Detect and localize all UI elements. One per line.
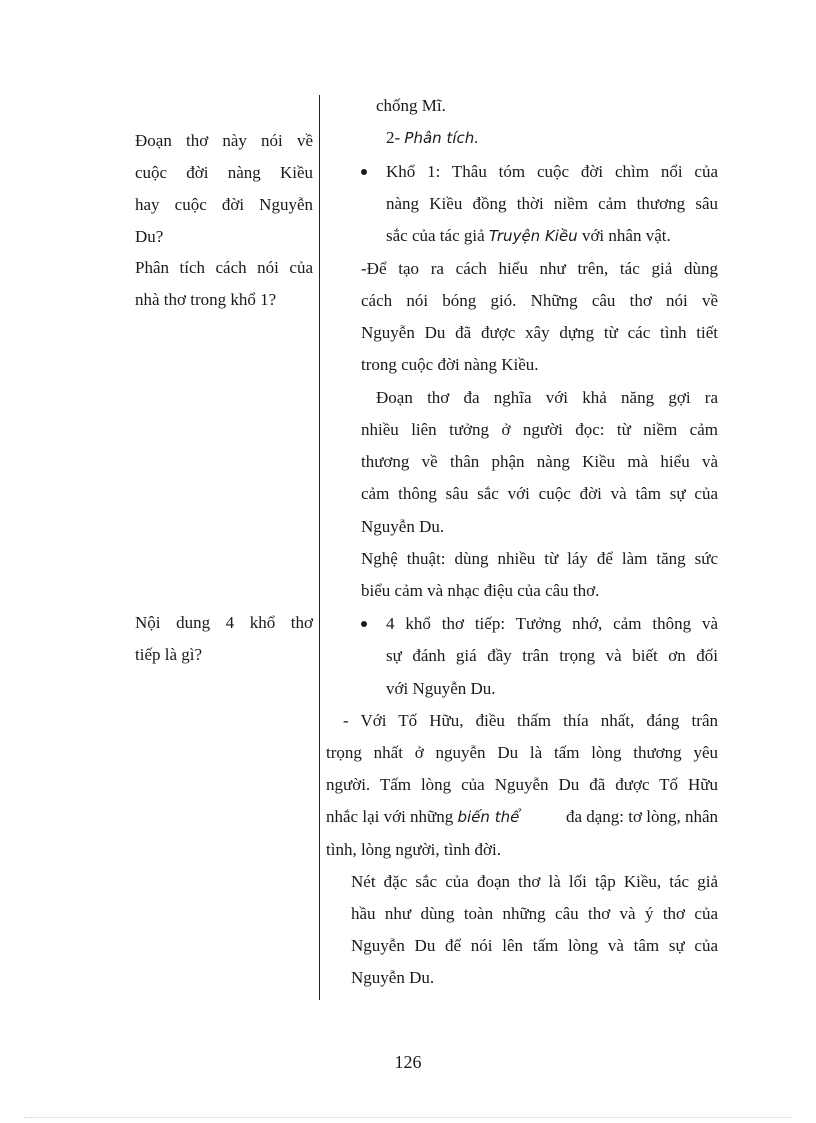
text-line: với Nguyễn Du. — [386, 679, 496, 698]
text-line: Đoạn thơ đa nghĩa với khả năng gợi ra — [376, 388, 718, 407]
question-1-line-2: cuộc đời nàng Kiều — [135, 163, 313, 182]
footer-divider — [24, 1117, 792, 1118]
question-1-line-1: Đoạn thơ này nói về — [135, 131, 313, 150]
text-span: đa dạng: tơ lòng, nhân — [565, 807, 718, 826]
italic-term: biến thể — [457, 808, 520, 826]
text-line: hầu như dùng toàn những câu thơ và ý thơ của — [351, 904, 718, 923]
text-line: sự đánh giá đầy trân trọng và biết ơn đối — [386, 646, 718, 665]
text-line: Nét đặc sắc của đoạn thơ là lối tập Kiều, tác giả — [351, 872, 718, 891]
question-2-line-1: Phân tích cách nói của — [135, 258, 313, 277]
text-line: tình, lòng người, tình đời. — [326, 840, 502, 859]
question-1-line-3: hay cuộc đời Nguyễn — [135, 195, 313, 214]
text-line: Nguyễn Du. — [351, 968, 435, 987]
section-title: Phân tích. — [404, 129, 480, 147]
text-line: cảm thông sâu sắc với cuộc đời và tâm sự của — [361, 484, 718, 503]
question-3-line-2: tiếp là gì? — [135, 645, 203, 664]
question-2 — [135, 252, 313, 316]
text-line — [326, 801, 718, 833]
text-line: chống Mĩ. — [376, 96, 446, 115]
text-line: Nguyễn Du. — [361, 517, 445, 536]
italic-title: Truyện Kiều — [488, 227, 578, 245]
text-line: Khổ 1: Thâu tóm cuộc đời chìm nổi của — [386, 162, 718, 181]
text-line: nhiều liên tưởng ở người đọc: từ niềm cảm — [361, 420, 718, 439]
text-span — [326, 801, 519, 833]
text-line — [386, 220, 671, 252]
text-line: biểu cảm và nhạc điệu của câu thơ. — [361, 581, 600, 600]
text-line: 4 khổ thơ tiếp: Tưởng nhớ, cảm thông và — [386, 614, 718, 633]
text-line: nàng Kiều đồng thời niềm cảm thương sâu — [386, 194, 718, 213]
text-line: thương về thân phận nàng Kiều mà hiểu và — [361, 452, 718, 471]
page-number: 126 — [394, 1052, 422, 1072]
question-3-line-1: Nội dung 4 khổ thơ — [135, 613, 313, 632]
text-line: Nguyễn Du đã được xây dựng từ các tình tiết — [361, 323, 718, 342]
text-line: Nguyễn Du để nói lên tấm lòng và tâm sự của — [351, 936, 718, 955]
text-span: với nhân vật. — [577, 226, 671, 245]
text-line: cách nói bóng gió. Những câu thơ nói về — [361, 291, 718, 310]
text-line: - Với Tố Hữu, điều thấm thía nhất, đáng trân — [343, 711, 718, 730]
section-number: 2- — [386, 128, 401, 147]
question-1 — [135, 125, 313, 253]
bullet-icon — [361, 621, 367, 627]
question-3 — [135, 607, 313, 671]
question-1-line-4: Du? — [135, 227, 164, 246]
section-heading — [386, 122, 479, 154]
text-span: sắc của tác giả — [386, 226, 489, 245]
text-span: nhắc lại với những — [326, 807, 458, 826]
question-2-line-2: nhà thơ trong khổ 1? — [135, 290, 277, 309]
text-line: Nghệ thuật: dùng nhiều từ láy để làm tăng sức — [361, 549, 718, 568]
column-divider — [319, 95, 320, 1000]
bullet-icon — [361, 169, 367, 175]
text-line: -Để tạo ra cách hiểu như trên, tác giả dùng — [361, 259, 718, 278]
text-line: trọng nhất ở nguyễn Du là tấm lòng thương yêu — [326, 743, 718, 762]
text-line: trong cuộc đời nàng Kiều. — [361, 355, 539, 374]
text-line: người. Tấm lòng của Nguyễn Du đã được Tố Hữu — [326, 775, 718, 794]
